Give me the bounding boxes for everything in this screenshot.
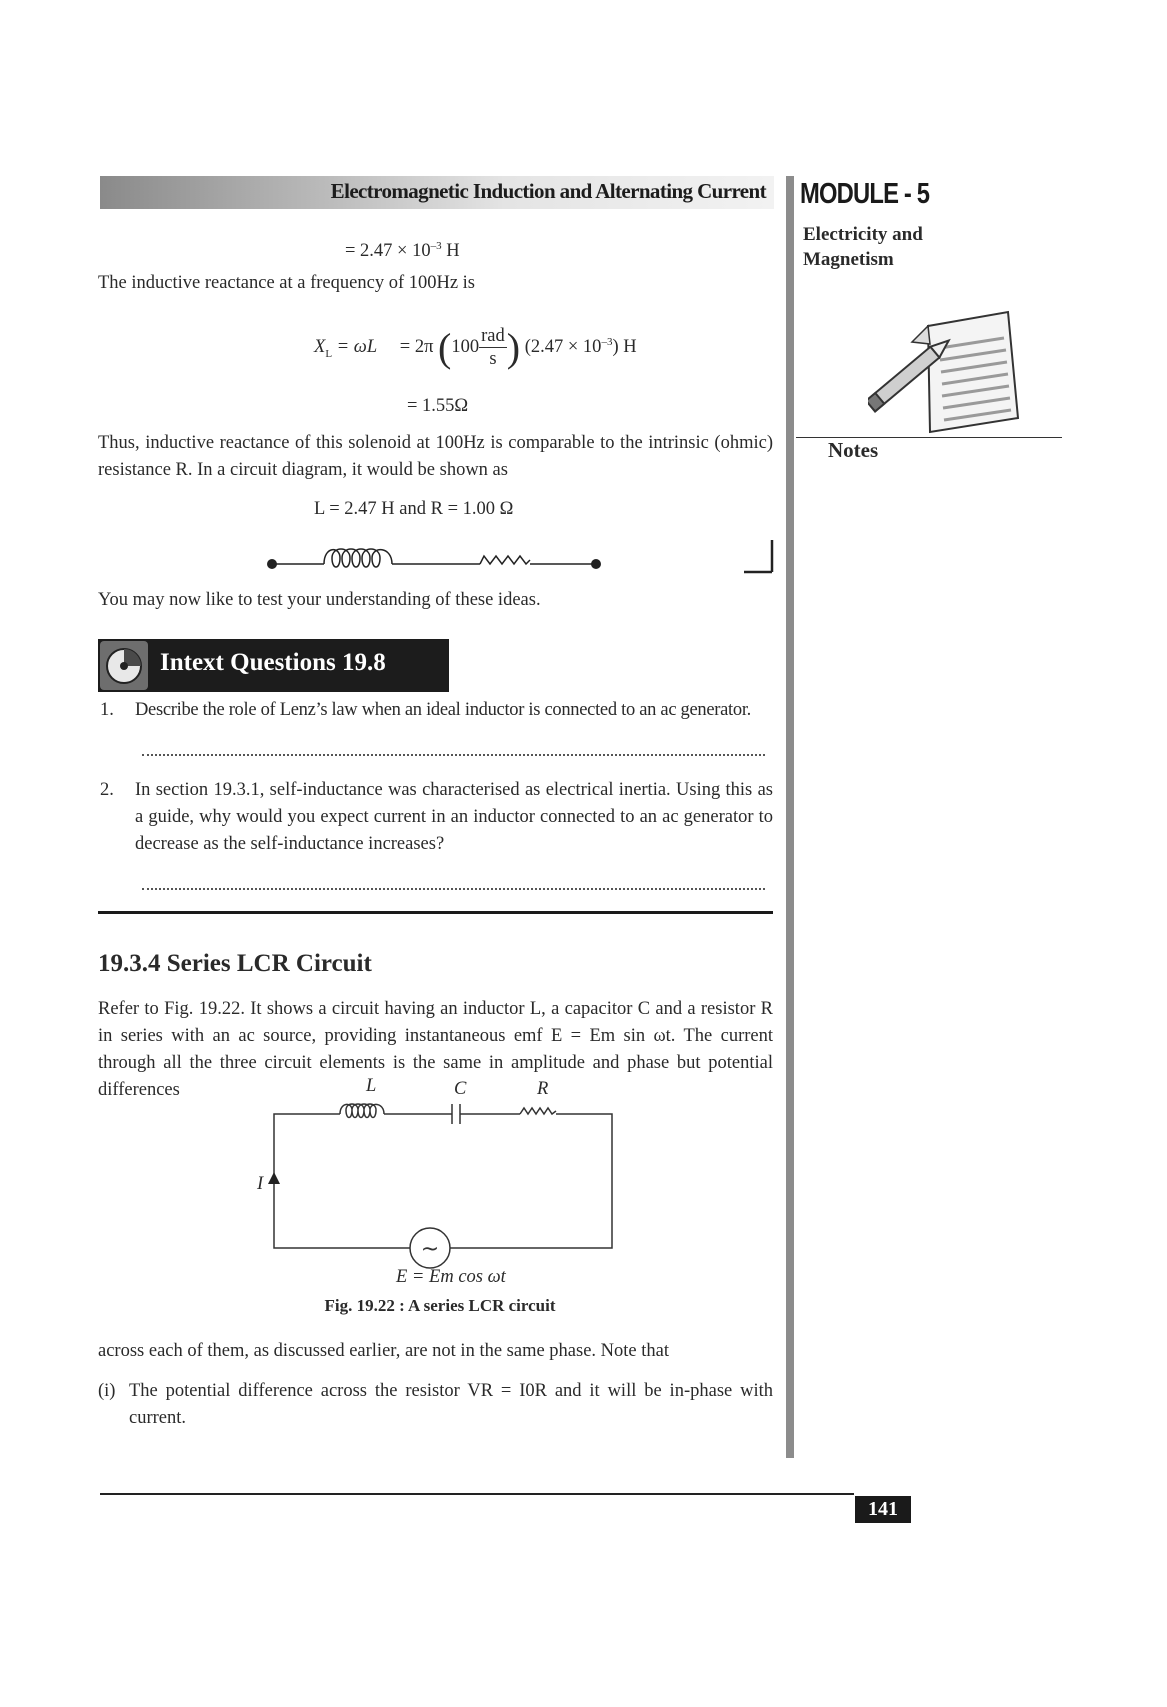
fraction-numerator: rad bbox=[481, 326, 505, 347]
xl-subscript: L bbox=[325, 347, 333, 360]
inductance-result bbox=[345, 233, 460, 265]
answer-line-1[interactable] bbox=[142, 754, 765, 756]
figure-label-l: L bbox=[366, 1076, 377, 1096]
inductance-unit: H bbox=[441, 241, 460, 262]
inductor-coil bbox=[340, 1104, 384, 1118]
module-subtitle: Electricity and Magnetism bbox=[803, 224, 923, 270]
lcr-continuation: across each of them, as discussed earlier, are not in the same phase. Note that bbox=[98, 1341, 670, 1361]
figure-label-c: C bbox=[454, 1079, 467, 1099]
figure-label-r: R bbox=[537, 1079, 549, 1099]
xl-hundred: 100 bbox=[451, 337, 480, 358]
question-1-number: 1. bbox=[100, 700, 114, 720]
terminal-right bbox=[591, 559, 601, 569]
ac-source-symbol: ~ bbox=[420, 1237, 440, 1262]
item-i-label: (i) bbox=[98, 1381, 116, 1401]
lcr-circuit-diagram bbox=[260, 1096, 620, 1276]
reactance-equation bbox=[314, 318, 637, 378]
resistor-zigzag bbox=[520, 1108, 556, 1114]
xl-tail-exponent: –3 bbox=[601, 336, 613, 348]
page-number: 141 bbox=[855, 1496, 911, 1523]
header-bar bbox=[100, 176, 774, 209]
intext-questions-banner bbox=[98, 639, 449, 692]
resistor-zigzag bbox=[480, 556, 530, 564]
margin-rule bbox=[786, 176, 794, 1458]
corner-mark bbox=[740, 540, 776, 576]
test-line: You may now like to test your understanding of these ideas. bbox=[98, 590, 541, 610]
intext-questions-title: Intext Questions 19.8 bbox=[160, 649, 386, 676]
section-heading: 19.3.4 Series LCR Circuit bbox=[98, 950, 372, 977]
item-i-text: The potential difference across the resistor VR = I0R and it will be in-phase with current. bbox=[129, 1381, 773, 1428]
figure-emf: E = Em cos ωt bbox=[396, 1267, 506, 1287]
notes-label: Notes bbox=[828, 438, 879, 462]
xl-two-pi: = 2π bbox=[399, 337, 434, 358]
running-header-title: Electromagnetic Induction and Alternating Current bbox=[330, 179, 766, 203]
inductance-value: = 2.47 × 10 bbox=[345, 241, 431, 262]
notes-pencil-icon bbox=[868, 306, 1028, 438]
current-arrow bbox=[268, 1172, 280, 1184]
reactance-result: = 1.55Ω bbox=[407, 396, 469, 416]
thus-paragraph: Thus, inductive reactance of this solenoid at 100Hz is comparable to the intrinsic (ohmic) resistance R. In a circuit diagram, it would be shown as bbox=[98, 433, 773, 480]
xl-tail-end: ) H bbox=[612, 337, 637, 358]
figure-caption: Fig. 19.22 : A series LCR circuit bbox=[324, 1296, 556, 1315]
footer-rule bbox=[100, 1493, 854, 1495]
question-2-number: 2. bbox=[100, 780, 114, 800]
section-divider bbox=[98, 911, 773, 914]
circuit-values: L = 2.47 H and R = 1.00 Ω bbox=[314, 499, 514, 519]
figure-label-current: I bbox=[257, 1174, 264, 1194]
question-2-text: In section 19.3.1, self-inductance was characterised as electrical inertia. Using this as a guide, why would you expect current in an inductor connected to an ac generator to decrease as the self-inductance increases? bbox=[135, 780, 773, 854]
left-paren: ( bbox=[438, 324, 452, 370]
intro-line: The inductive reactance at a frequency of 100Hz is bbox=[98, 273, 476, 293]
answer-line-2[interactable] bbox=[142, 888, 765, 890]
fraction-denominator: s bbox=[489, 349, 497, 370]
lr-circuit-diagram bbox=[262, 540, 604, 576]
inductance-exponent: –3 bbox=[430, 240, 442, 252]
question-1-text: Describe the role of Lenz’s law when an ideal inductor is connected to an ac generator. bbox=[135, 700, 751, 720]
xl-tail: (2.47 × 10 bbox=[524, 337, 602, 358]
lcr-intro-paragraph: Refer to Fig. 19.22. It shows a circuit having an inductor L, a capacitor C and a resistor R in series with an ac source, providing instantaneous emf E = Em sin ωt. The current through all the three circuit elements is the same in amplitude and phase but potential differences bbox=[98, 999, 773, 1100]
right-paren: ) bbox=[506, 324, 521, 370]
xl-omega-l: = ωL bbox=[336, 337, 378, 358]
question-icon bbox=[100, 641, 148, 690]
xl-symbol: X bbox=[314, 337, 326, 358]
rad-per-s-fraction bbox=[479, 325, 507, 370]
module-title: MODULE - 5 bbox=[800, 178, 930, 210]
inductor-coil bbox=[324, 549, 392, 567]
